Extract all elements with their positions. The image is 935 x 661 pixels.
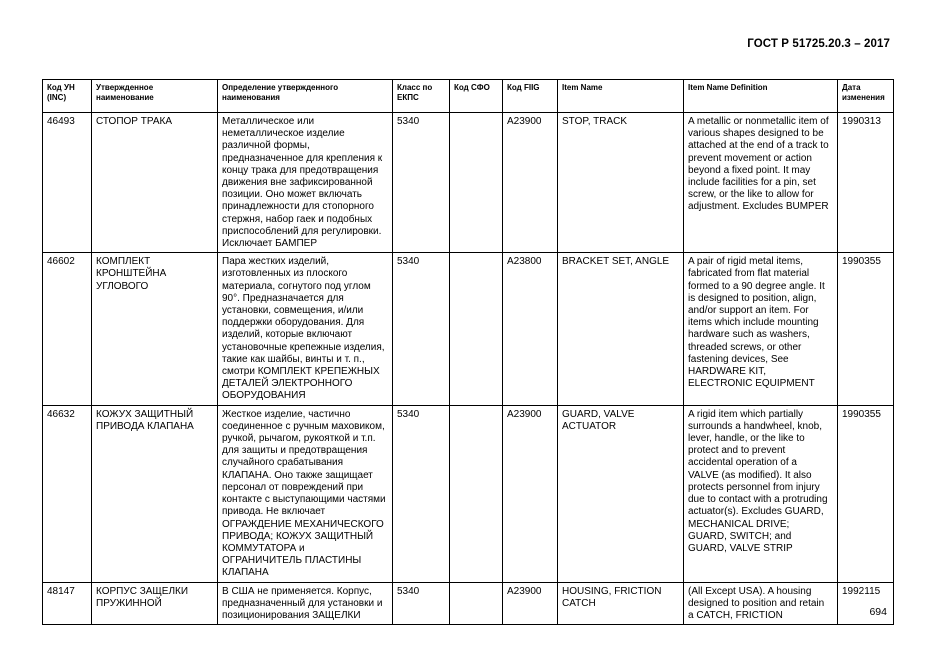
cell-text-line: and/or support an item. For	[688, 305, 809, 317]
cell-text-line: Жесткое изделие, частично	[222, 408, 351, 420]
cell-text-line: (All Except USA). A housing	[688, 585, 812, 597]
cell-fiig-code: A23900	[503, 113, 558, 253]
cell-name-definition	[218, 405, 393, 582]
cell-text-line: В США не применяется. Корпус,	[222, 585, 372, 597]
cell-text-line: beyond a fixed point. It may	[688, 164, 811, 176]
cell-text-line: для защиты и предотвращения	[222, 445, 368, 457]
cell-text-line: ПРУЖИННОЙ	[96, 597, 162, 609]
cell-text-line: STOP, TRACK	[562, 116, 628, 127]
cell-text-line: HARDWARE KIT,	[688, 366, 766, 378]
cell-text-line: ОГРАЖДЕНИЕ МЕХАНИЧЕСКОГО	[222, 518, 384, 530]
cell-fiig-code: A23900	[503, 582, 558, 625]
cell-text-line: due to contact with a protruding	[688, 494, 828, 506]
column-header-item-name-definition: Item Name Definition	[684, 80, 838, 113]
cell-text-line: GUARD, VALVE STRIP	[688, 542, 793, 554]
cell-text-line: ACTUATOR	[562, 420, 617, 432]
item-names-table	[42, 79, 894, 625]
cell-text-line: такие как шайбы, винты и т. п.,	[222, 353, 365, 365]
cell-inc: 46602	[43, 253, 92, 405]
cell-text-line: соединенное с ручным маховиком,	[222, 420, 385, 432]
cell-text-line: A rigid item which partially	[688, 408, 804, 420]
cell-text-line: designed to position and retain	[688, 597, 825, 609]
cell-text-line: принадлежности для стопорного	[222, 201, 374, 213]
cell-text-line: ДЕТАЛЕЙ ЭЛЕКТРОННОГО	[222, 378, 353, 390]
cell-class: 5340	[393, 113, 450, 253]
cell-text-line: ПРИВОДА; КОЖУХ ЗАЩИТНЫЙ	[222, 530, 374, 542]
cell-sfo-code	[450, 113, 503, 253]
cell-item-name-definition	[684, 253, 838, 405]
cell-text-line: protect and to prevent	[688, 445, 786, 457]
cell-text-line: a CATCH, FRICTION	[688, 609, 783, 621]
cell-text-line: КОММУТАТОРА и	[222, 542, 305, 554]
cell-text-line: контакте с выступающими частями	[222, 494, 386, 506]
cell-text-line: threaded screws, or other	[688, 341, 802, 353]
cell-item-name-definition	[684, 405, 838, 582]
column-header-name-definition: Определение утвержденного наименования	[218, 80, 393, 113]
cell-fiig-code: A23900	[503, 405, 558, 582]
cell-text-line: formed to a 90 degree angle. It	[688, 280, 825, 292]
cell-text-line: различной формы,	[222, 140, 310, 152]
cell-text-line: ОБОРУДОВАНИЯ	[222, 390, 306, 402]
table-row	[43, 113, 894, 253]
cell-fiig-code: A23800	[503, 253, 558, 405]
table-header-row	[43, 80, 894, 113]
cell-text-line: Исключает БАМПЕР	[222, 238, 318, 250]
cell-text-line: prevent movement or action	[688, 152, 812, 164]
cell-text-line: GUARD, SWITCH; and	[688, 530, 792, 542]
cell-text-line: КОМПЛЕКТ	[96, 256, 151, 268]
cell-text-line: персонал от повреждений при	[222, 481, 364, 493]
cell-text-line: изделий, которые включают	[222, 329, 353, 341]
cell-text-line: КЛАПАНА	[222, 567, 269, 579]
cell-text-line: A pair of rigid metal items,	[688, 256, 804, 268]
column-header-fiig-code: Код FIIG	[503, 80, 558, 113]
table-row	[43, 253, 894, 405]
cell-text-line: смотри КОМПЛЕКТ КРЕПЕЖНЫХ	[222, 366, 380, 378]
cell-text-line: fabricated from flat material	[688, 268, 810, 280]
cell-approved-name	[92, 113, 218, 253]
cell-change-date: 1990313	[838, 113, 894, 253]
column-header-class: Класс по ЕКПС	[393, 80, 450, 113]
cell-text-line: 90°. Предназначается для	[222, 292, 344, 304]
cell-text-line: adjustment. Excludes BUMPER	[688, 201, 829, 213]
cell-text-line: MECHANICAL DRIVE;	[688, 518, 790, 530]
cell-text-line: КОЖУХ ЗАЩИТНЫЙ	[96, 408, 194, 420]
table-row	[43, 582, 894, 625]
cell-inc: 46632	[43, 405, 92, 582]
column-header-sfo-code: Код СФО	[450, 80, 503, 113]
cell-text-line: КРОНШТЕЙНА	[96, 268, 167, 280]
column-header-inc: Код УН (INC)	[43, 80, 92, 113]
cell-text-line: BRACKET SET, ANGLE	[562, 256, 670, 268]
cell-text-line: various shapes designed to be	[688, 128, 824, 140]
cell-text-line: HOUSING, FRICTION	[562, 585, 662, 597]
cell-text-line: hardware such as washers,	[688, 329, 810, 341]
cell-item-name	[558, 582, 684, 625]
cell-text-line: protects personnel from injury	[688, 481, 820, 493]
cell-text-line: КЛАПАНА. Оно также защищает	[222, 469, 373, 481]
cell-name-definition	[218, 253, 393, 405]
cell-text-line: actuator(s). Excludes GUARD,	[688, 506, 824, 518]
cell-item-name-definition	[684, 113, 838, 253]
cell-text-line: приспособлений для регулировки.	[222, 225, 382, 237]
cell-item-name	[558, 253, 684, 405]
cell-text-line: is designed to position, align,	[688, 292, 817, 304]
cell-text-line: случайного срабатывания	[222, 457, 344, 469]
cell-text-line: концу трака для предотвращения	[222, 164, 379, 176]
cell-name-definition	[218, 582, 393, 625]
cell-text-line: СТОПОР ТРАКА	[96, 116, 173, 127]
cell-change-date: 1990355	[838, 253, 894, 405]
cell-text-line: CATCH	[562, 597, 596, 609]
cell-text-line: items which include mounting	[688, 317, 819, 329]
cell-approved-name	[92, 253, 218, 405]
cell-text-line: позиции. Оно может включать	[222, 189, 362, 201]
cell-change-date: 1990355	[838, 405, 894, 582]
cell-change-date: 1992115	[838, 582, 894, 625]
column-header-item-name: Item Name	[558, 80, 684, 113]
cell-text-line: предназначенный для установки и	[222, 597, 383, 609]
cell-class: 5340	[393, 582, 450, 625]
cell-text-line: lever, handle, or the like to	[688, 433, 805, 445]
cell-text-line: материала, согнутого под углом	[222, 280, 371, 292]
cell-text-line: позиционирования ЗАЩЕЛКИ	[222, 609, 361, 621]
cell-item-name-definition	[684, 582, 838, 625]
cell-text-line: привода. Не включает	[222, 506, 326, 518]
cell-class: 5340	[393, 405, 450, 582]
cell-text-line: A metallic or nonmetallic item of	[688, 116, 829, 127]
cell-text-line: поддержки оборудования. Для	[222, 317, 365, 329]
cell-text-line: ELECTRONIC EQUIPMENT	[688, 378, 815, 390]
page-number: 694	[869, 606, 887, 618]
cell-text-line: accidental operation of a	[688, 457, 797, 469]
column-header-approved-name: Утвержденное наименование	[92, 80, 218, 113]
cell-text-line: fastening devices, See	[688, 353, 789, 365]
cell-item-name	[558, 113, 684, 253]
cell-text-line: GUARD, VALVE	[562, 408, 635, 420]
cell-text-line: include facilities for a pin, set	[688, 177, 816, 189]
table-row	[43, 405, 894, 582]
cell-text-line: установки, совмещения, и/или	[222, 305, 364, 317]
cell-item-name	[558, 405, 684, 582]
cell-text-line: предназначенное для крепления к	[222, 152, 383, 164]
cell-approved-name	[92, 582, 218, 625]
cell-text-line: Пара жестких изделий,	[222, 256, 330, 268]
cell-text-line: движения вне зафиксированной	[222, 177, 373, 189]
cell-text-line: VALVE (as modified). It also	[688, 469, 812, 481]
cell-text-line: Металлическое или	[222, 116, 315, 127]
cell-sfo-code	[450, 405, 503, 582]
cell-text-line: surrounds a handwheel, knob,	[688, 420, 822, 432]
cell-approved-name	[92, 405, 218, 582]
cell-inc: 46493	[43, 113, 92, 253]
cell-text-line: screw, or the like to allow for	[688, 189, 814, 201]
cell-inc: 48147	[43, 582, 92, 625]
cell-text-line: ПРИВОДА КЛАПАНА	[96, 420, 194, 432]
cell-class: 5340	[393, 253, 450, 405]
cell-text-line: КОРПУС ЗАЩЕЛКИ	[96, 585, 189, 597]
cell-text-line: attached at the end of a track to	[688, 140, 829, 152]
cell-text-line: установочные крепежные изделия,	[222, 341, 385, 353]
cell-text-line: УГЛОВОГО	[96, 280, 149, 292]
cell-sfo-code	[450, 582, 503, 625]
cell-text-line: ручкой, рычагом, рукояткой и т.п.	[222, 433, 376, 445]
cell-text-line: стержня, набор гаек и подобных	[222, 213, 373, 225]
cell-sfo-code	[450, 253, 503, 405]
column-header-change-date: Дата изменения	[838, 80, 894, 113]
cell-name-definition	[218, 113, 393, 253]
cell-text-line: ОГРАНИЧИТЕЛЬ ПЛАСТИНЫ	[222, 555, 362, 567]
document-standard-header: ГОСТ Р 51725.20.3 – 2017	[747, 38, 890, 50]
cell-text-line: изготовленных из плоского	[222, 268, 348, 280]
cell-text-line: неметаллическое изделие	[222, 128, 345, 140]
